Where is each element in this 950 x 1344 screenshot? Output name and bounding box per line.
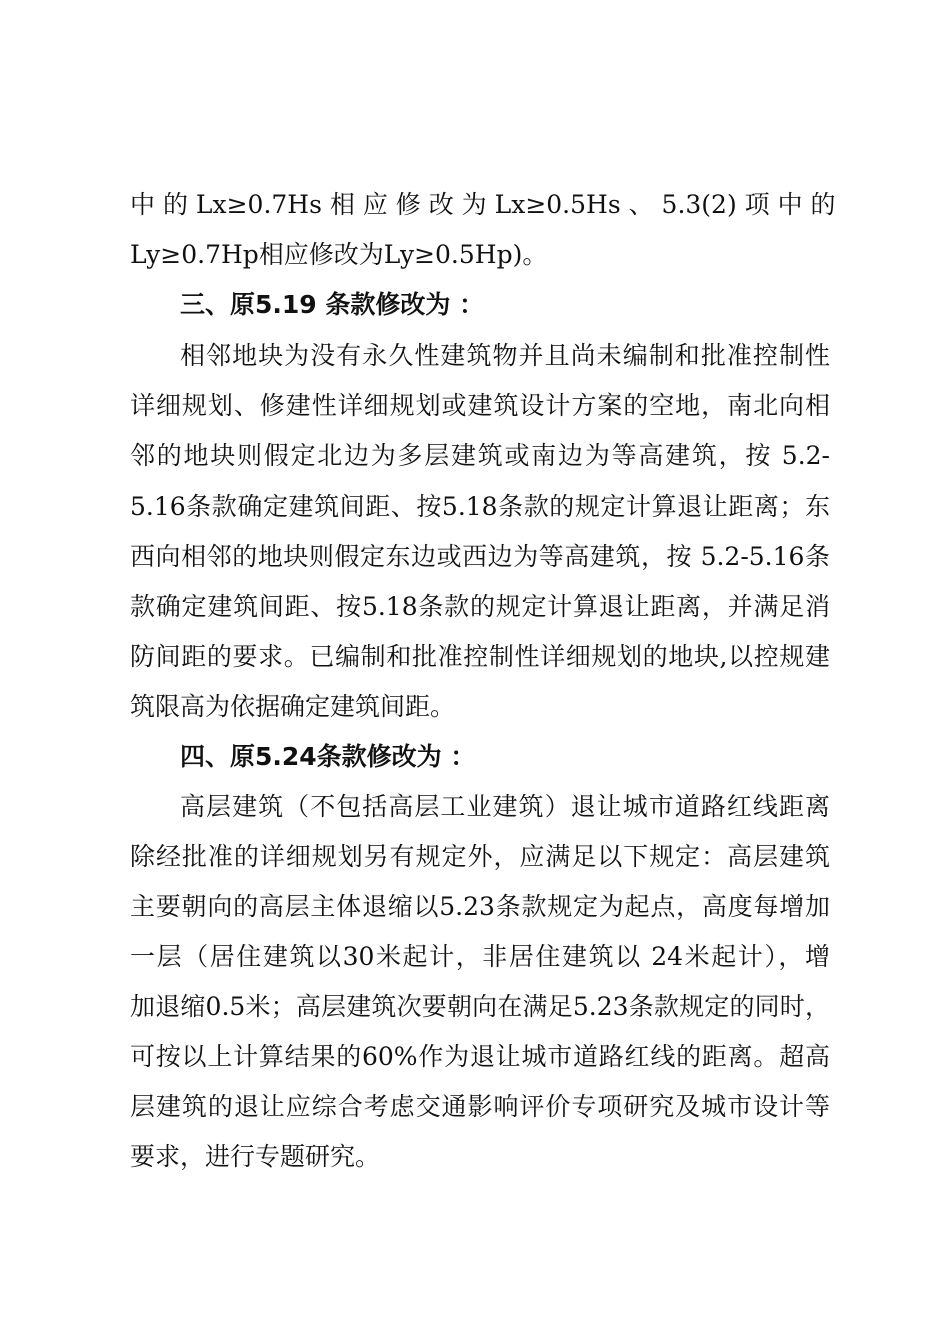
- paragraph-line: 邻的地块则假定北边为多层建筑或南边为等高建筑，按 5.2-: [130, 441, 830, 470]
- paragraph-line: 高层建筑（不包括高层工业建筑）退让城市道路红线距离: [180, 792, 830, 821]
- paragraph-line: 款确定建筑间距、按5.18条款的规定计算退让距离，并满足消: [130, 592, 830, 621]
- paragraph-line: 西向相邻的地块则假定东边或西边为等高建筑，按 5.2-5.16条: [130, 542, 830, 571]
- paragraph-line: 防间距的要求。已编制和批准控制性详细规划的地块,以控规建: [130, 642, 830, 671]
- paragraph-line: 除经批准的详细规划另有规定外，应满足以下规定：高层建筑: [130, 842, 830, 871]
- paragraph-line: 加退缩0.5米；高层建筑次要朝向在满足5.23条款规定的同时，: [130, 992, 830, 1021]
- paragraph-line: 一层（居住建筑以30米起计，非居住建筑以 24米起计），增: [130, 942, 830, 971]
- paragraph-line: Ly≥0.7Hp相应修改为Ly≥0.5Hp)。: [130, 240, 548, 269]
- paragraph-line: 层建筑的退让应综合考虑交通影响评价专项研究及城市设计等: [130, 1092, 830, 1121]
- section-heading: 三、原5.19 条款修改为 ：: [180, 290, 485, 319]
- paragraph-line: 中 的 Lx≥0.7Hs 相 应 修 改 为 Lx≥0.5Hs 、 5.3(2) 项 中 的: [130, 190, 836, 219]
- paragraph-line: 详细规划、修建性详细规划或建筑设计方案的空地，南北向相: [130, 391, 830, 420]
- paragraph-line: 5.16条款确定建筑间距、按5.18条款的规定计算退让距离；东: [130, 492, 830, 521]
- section-heading: 四、原5.24条款修改为 ：: [180, 742, 476, 771]
- paragraph-line: 相邻地块为没有永久性建筑物并且尚未编制和批准控制性: [180, 341, 830, 370]
- paragraph-line: 可按以上计算结果的60%作为退让城市道路红线的距离。超高: [130, 1042, 830, 1071]
- paragraph-line: 主要朝向的高层主体退缩以5.23条款规定为起点，高度每增加: [130, 892, 830, 921]
- paragraph-line: 要求，进行专题研究。: [130, 1142, 381, 1171]
- paragraph-line: 筑限高为依据确定建筑间距。: [130, 692, 456, 721]
